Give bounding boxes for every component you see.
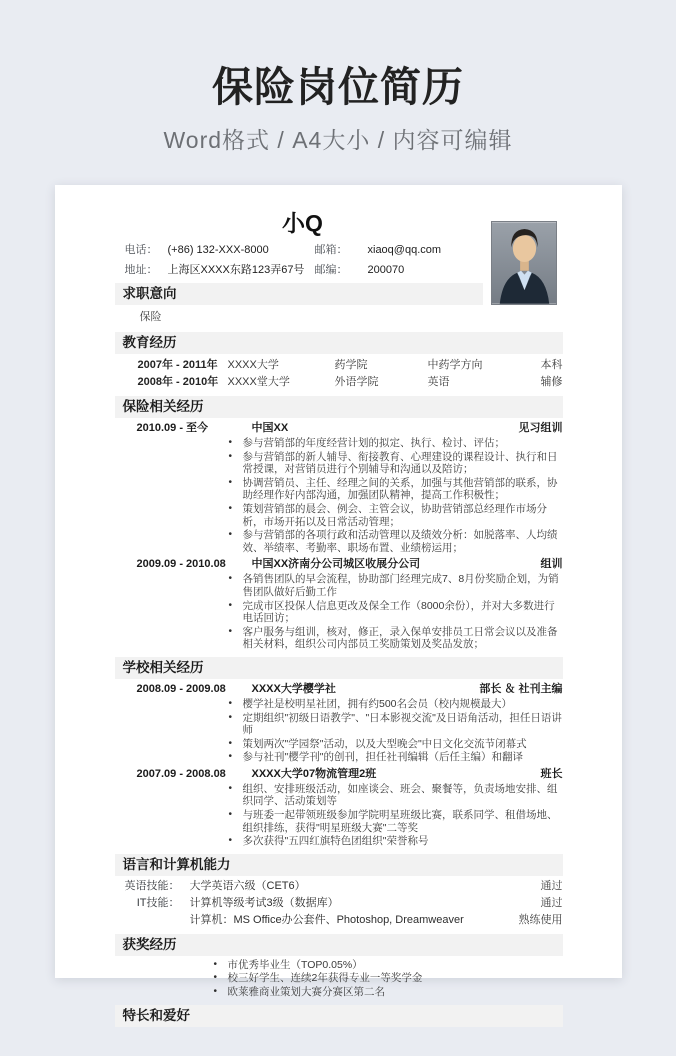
experience-bullet-list [228,698,563,764]
awards-bullet-list [213,959,563,999]
entry-role: 见习组训 [518,422,563,434]
section-title-education: 教育经历 [115,332,563,354]
edu-major: 英语 [427,376,450,388]
resume-header [115,209,563,277]
bullet-item: • 组织、安排班级活动，如座谈会、班会、聚餐等，负责场地安排、组织同学、活动策划等 [228,783,563,808]
bullet-item: • 协调营销员、主任、经理之间的关系，加强与其他营销部的联系，协助经理作好内部沟通，加强团队精神，提高工作积极性； [228,477,563,502]
phone-value: (+86) 132-XXX-8000 [167,244,269,256]
skill-value: 计算机：MS Office办公套件、Photoshop, Dreamweaver [189,913,464,926]
experience-entry-header [115,421,563,435]
bullet-item: • 欧莱雅商业策划大赛分赛区第二名 [213,986,563,999]
edu-school: XXXX大学 [227,359,279,371]
skill-status: 通过 [540,896,563,909]
skill-row [115,896,563,911]
address-value: 上海区XXXX东路123弄67号 [167,264,305,276]
bullet-item: • 各销售团队的早会流程，协助部门经理完成7、8月份奖励企划，为销售团队做好后勤工作 [228,573,563,598]
entry-organization: XXXX大学07物流管理2班 [251,767,377,780]
edu-degree: 辅修 [540,376,563,388]
education-row [115,357,563,373]
bullet-item: • 参与营销部的各项行政和活动管理以及绩效分析：如脱落率、人均绩效、举绩率、考勤率、职场布置、业绩榜运用； [228,529,563,554]
email-value: xiaoq@qq.com [367,244,442,256]
skill-label [123,913,180,928]
experience-bullet-list [228,783,563,848]
skill-label: IT技能： [136,896,180,909]
entry-organization: 中国XX济南分公司城区收展分公司 [251,558,421,571]
email-label: 邮箱： [314,244,348,256]
section-title-school-experience: 学校相关经历 [115,657,563,679]
edu-major: 中药学方向 [427,359,483,371]
entry-period: 2007.09 - 2008.08 [136,767,226,780]
entry-period: 2009.09 - 2010.08 [136,558,226,571]
bullet-item: • 完成市区投保人信息更改及保全工作（8000余份），并对大多数进行电话回访； [228,600,563,625]
skill-value: 计算机等级考试3级（数据库） [189,896,339,909]
bullet-item: • 参与营销部的新人辅导、衔接教育、心理建设的课程设计、执行和日常授课，对营销员进行个别辅导和沟通以及陪访； [228,451,563,476]
education-row [115,374,563,390]
bullet-item: • 参与社刊"樱学刊"的创刊，担任社刊编辑（后任主编）和翻译 [228,751,563,764]
skill-label: 英语技能： [124,879,180,892]
skill-row [115,879,563,894]
candidate-name: 小Q [282,210,323,236]
bullet-item: • 客户服务与组训，核对，修正，录入保单安排员工日常会议以及准备相关材料，组织公司内部员工奖励策划及奖品发放； [228,626,563,651]
edu-college: 外语学院 [334,376,379,388]
skill-status: 熟练使用 [518,913,563,926]
edu-period: 2008年 - 2010年 [137,376,219,388]
bullet-item: • 定期组织"初级日语教学"、"日本影视交流"及日语角活动，担任日语讲师 [228,712,563,737]
entry-period: 2010.09 - 至今 [136,422,209,434]
bullet-item: • 与班委一起带领班级参加学院明星班级比赛，联系同学、租借场地、组织排练，获得"明星班级大赛"二等奖 [228,809,563,834]
zip-label: 邮编： [314,264,348,276]
profile-photo [491,221,557,305]
edu-degree: 本科 [540,359,563,371]
experience-entry-header [115,557,563,571]
experience-bullet-list [228,437,563,554]
experience-bullet-list [228,573,563,651]
section-title-skills: 语言和计算机能力 [115,854,563,876]
bullet-item: • 参与营销部的年度经营计划的拟定、执行、检讨、评估； [228,437,563,450]
entry-role: 部长 ＆ 社刊主编 [479,682,563,695]
zip-value: 200070 [367,264,405,276]
objective-value: 保险 [139,311,162,323]
edu-school: XXXX堂大学 [227,376,290,388]
section-title-awards: 获奖经历 [115,934,563,956]
address-label: 地址： [124,264,158,276]
bullet-item: • 校三好学生、连续2年获得专业一等奖学金 [213,972,563,985]
skill-row [115,913,563,928]
section-title-hobbies: 特长和爱好 [115,1005,563,1027]
page-title: 保险岗位简历 [212,64,464,110]
entry-organization: XXXX大学樱学社 [251,682,336,695]
bullet-item: • 策划营销部的晨会、例会、主管会议，协助营销部总经理作市场分析，市场开拓以及日常活动管理； [228,503,563,528]
entry-organization: 中国XX [251,422,289,434]
skill-status: 通过 [540,879,563,892]
skill-value: 大学英语六级（CET6） [189,879,306,892]
page-subtitle: Word格式 / A4大小 / 内容可编辑 [163,127,513,153]
hero-header [0,0,676,155]
bullet-item: • 策划两次"学园祭"活动，以及大型晚会"中日文化交流节闭幕式 [228,738,563,751]
experience-entry-header [115,682,563,696]
edu-period: 2007年 - 2011年 [137,359,218,371]
bullet-item: • 多次获得"五四红旗特色团组织"荣誉称号 [228,835,563,848]
section-title-objective: 求职意向 [115,283,483,305]
bullet-item: • 市优秀毕业生（TOP0.05%） [213,959,563,972]
entry-role: 班长 [540,767,563,780]
experience-entry-header [115,767,563,781]
portrait-illustration [492,222,556,304]
edu-college: 药学院 [334,359,368,371]
entry-role: 组训 [540,558,563,571]
bullet-item: • 樱学社是校明星社团，拥有约500名会员（校内规模最大） [228,698,563,711]
section-title-insurance-experience: 保险相关经历 [115,396,563,418]
resume-page [55,185,622,1023]
entry-period: 2008.09 - 2009.08 [136,682,226,695]
phone-label: 电话： [124,244,158,256]
